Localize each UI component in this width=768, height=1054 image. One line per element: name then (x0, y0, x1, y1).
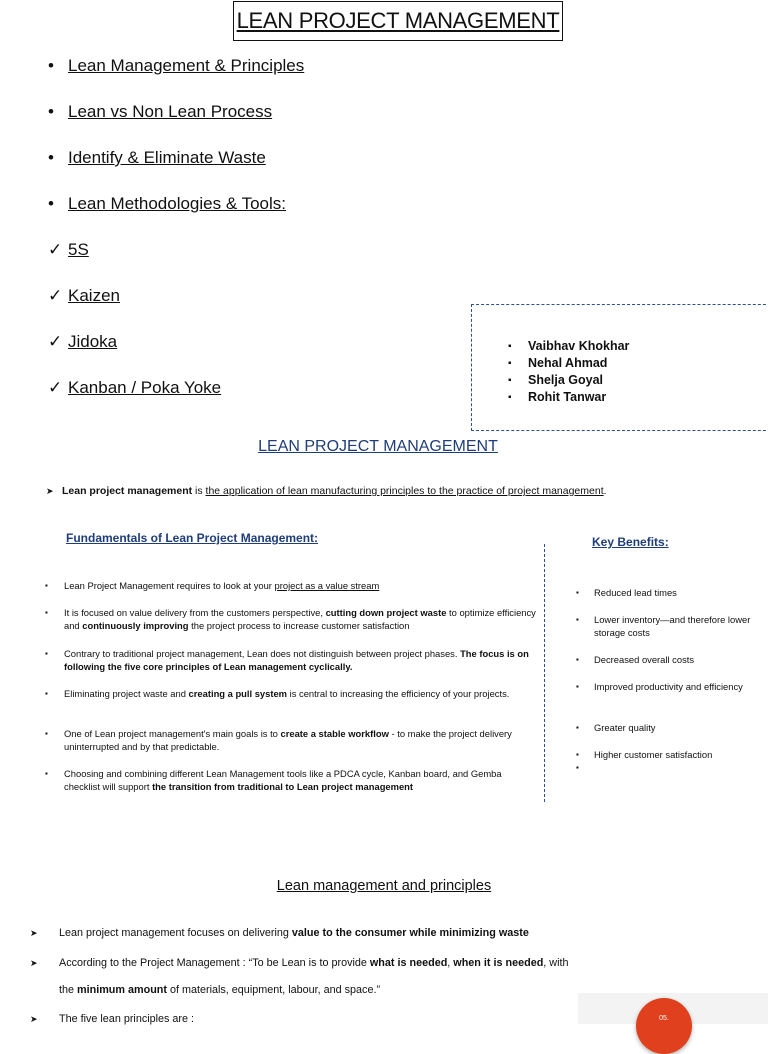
text-run: to optimize efficiency and (64, 607, 536, 631)
topic-item (48, 332, 117, 352)
fundamentals-item (44, 727, 538, 753)
text-run: , (447, 957, 454, 969)
intro-definition: the application of lean manufacturing principles to the practice of project management (205, 485, 604, 497)
bold-text: what is needed (369, 957, 448, 969)
text-run: the project process to increase customer satisfaction (188, 620, 410, 631)
bold-text: value to the consumer while minimizing waste (291, 927, 529, 939)
text-run: Lean Project Management requires to look at your (64, 580, 275, 591)
benefit-item: ▪ Reduced lead times (576, 586, 766, 599)
team-member: ▪ Nehal Ahmad (508, 355, 629, 372)
bold-text: The focus is on following the five core principles of Lean management cyclically. (64, 648, 529, 672)
arrow-bullet-icon: ➤ (30, 1014, 38, 1024)
topic-label[interactable]: Lean Management & Principles (68, 56, 305, 75)
topic-item (48, 148, 266, 168)
topic-label[interactable]: Identify & Eliminate Waste (68, 148, 266, 167)
topic-item (48, 240, 89, 260)
bullet-icon: • (48, 56, 54, 75)
principles-item (30, 950, 575, 1004)
step-number: 05. (659, 1015, 669, 1022)
arrow-bullet-icon: ➤ (30, 958, 38, 968)
bold-text: cutting down project waste (325, 607, 447, 618)
intro-line (46, 485, 607, 497)
text-run: The five lean principles are : (59, 1013, 195, 1025)
bold-text: the transition from traditional to Lean project management (152, 781, 414, 792)
bold-text: minimum amount (77, 984, 167, 996)
bold-text: when it is needed (453, 957, 544, 969)
column-divider (544, 544, 545, 802)
checkmark-icon: ✓ (48, 378, 63, 397)
topic-label[interactable]: Kaizen (68, 286, 120, 305)
principles-title: Lean management and principles (276, 878, 492, 894)
principles-item-text (59, 957, 569, 996)
checkmark-icon: ✓ (48, 286, 63, 305)
page-title: LEAN PROJECT MANAGEMENT (233, 1, 563, 41)
arrow-bullet-icon: ➤ (46, 486, 54, 496)
team-member: ▪ Vaibhav Khokhar (508, 338, 629, 355)
fundamentals-item (44, 767, 538, 793)
fundamentals-item (44, 647, 538, 673)
bold-text: creating a pull system (188, 688, 288, 699)
text-run: It is focused on value delivery from the customers perspective, (64, 607, 326, 618)
benefit-item: ▪ Greater quality (576, 721, 766, 734)
team-member: ▪ Rohit Tanwar (508, 389, 629, 406)
topic-label[interactable]: Lean vs Non Lean Process (68, 102, 273, 121)
fundamentals-item (44, 606, 538, 632)
benefit-item: ▪ Lower inventory—and therefore lower storage costs (576, 613, 766, 639)
checkmark-icon: ✓ (48, 240, 63, 259)
intro-end: . (603, 485, 607, 497)
benefit-item: ▪ Improved productivity and efficiency (576, 680, 766, 693)
bold-text: create a stable workflow (280, 728, 389, 739)
arrow-bullet-icon: ➤ (30, 928, 38, 938)
topic-label[interactable]: 5S (68, 240, 89, 259)
text-run: Contrary to traditional project management, Lean does not distinguish between project phases. (64, 648, 461, 659)
principles-item-text (59, 1013, 194, 1025)
topic-label[interactable]: Kanban / Poka Yoke (68, 378, 222, 397)
benefit-item: ▪ Decreased overall costs (576, 653, 766, 666)
text-run: of materials, equipment, labour, and space.” (167, 984, 381, 996)
benefit-item: ▪ Higher customer satisfaction (576, 748, 766, 761)
topic-item (48, 286, 120, 306)
intro-plain: is (192, 485, 206, 497)
topic-item (48, 56, 304, 76)
text-run: , with the (59, 957, 569, 996)
topic-item (48, 378, 221, 398)
text-run: Eliminating project waste and (64, 688, 189, 699)
team-list (508, 338, 629, 406)
section-title: LEAN PROJECT MANAGEMENT (258, 438, 498, 455)
text-run: According to the Project Management : “To be Lean is to provide (59, 957, 370, 969)
text-run: is central to increasing the efficiency of your projects. (287, 688, 510, 699)
principles-item (30, 1006, 575, 1033)
intro-bold: Lean project management (62, 485, 193, 497)
bullet-icon: • (48, 148, 54, 167)
step-circle (636, 998, 692, 1054)
bold-text: continuously improving (82, 620, 189, 631)
fundamentals-item (44, 687, 538, 700)
underlined-text: project as a value stream (274, 580, 380, 591)
team-member: ▪ Shelja Goyal (508, 372, 629, 389)
text-run: Choosing and combining different Lean Management tools like a PDCA cycle, Kanban board, and Gemba checklist will support (64, 768, 502, 792)
fundamentals-item (44, 579, 538, 592)
topic-item (48, 194, 286, 214)
bullet-icon: • (48, 194, 54, 213)
principles-item-text (59, 927, 529, 939)
topic-label[interactable]: Lean Methodologies & Tools: (68, 194, 287, 213)
topic-item (48, 102, 272, 122)
text-run: Lean project management focuses on delivering (59, 927, 292, 939)
key-benefits-title: Key Benefits: (592, 535, 669, 549)
text-run: - to make the project delivery uninterrupted and by that predictable. (64, 728, 512, 752)
topic-label[interactable]: Jidoka (68, 332, 118, 351)
team-members-box (471, 304, 768, 431)
checkmark-icon: ✓ (48, 332, 63, 351)
fundamentals-title: Fundamentals of Lean Project Management: (66, 531, 319, 545)
principles-item (30, 920, 575, 947)
text-run: One of Lean project management's main goals is to (64, 728, 281, 739)
bullet-icon: • (48, 102, 54, 121)
